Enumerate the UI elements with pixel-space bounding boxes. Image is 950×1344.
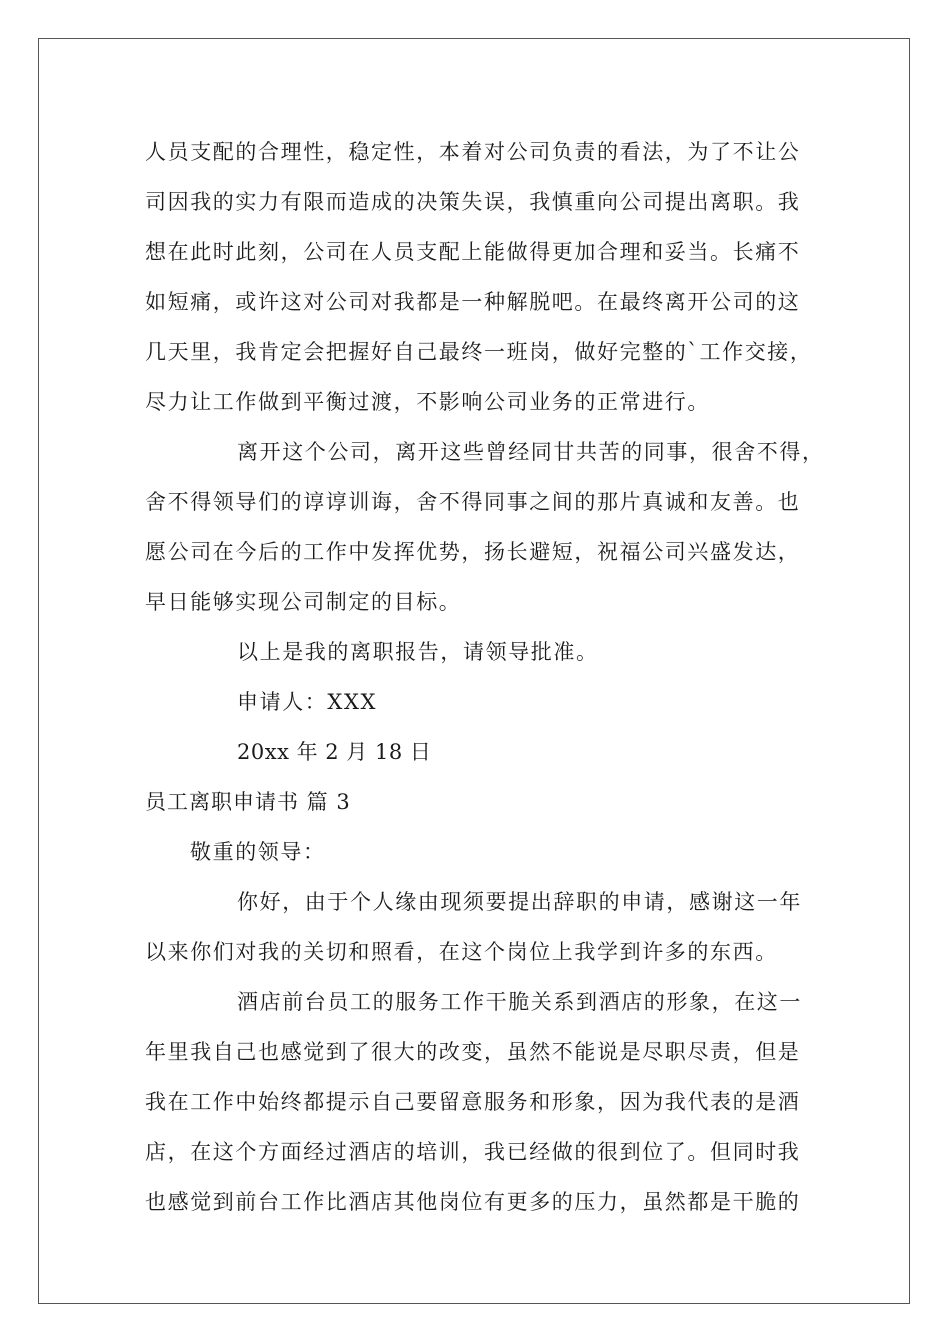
section-title: 员工离职申请书 篇 3 — [145, 790, 351, 814]
paragraph-4-line: 也感觉到前台工作比酒店其他岗位有更多的压力，虽然都是干脆的 — [145, 1190, 801, 1214]
paragraph-4-line: 年里我自己也感觉到了很大的改变，虽然不能说是尽职尽责，但是 — [145, 1040, 801, 1064]
salutation: 敬重的领导： — [190, 840, 326, 864]
paragraph-4-line: 酒店前台员工的服务工作干脆关系到酒店的形象，在这一 — [237, 990, 802, 1014]
paragraph-1-line: 想在此时此刻，公司在人员支配上能做得更加合理和妥当。长痛不 — [145, 240, 801, 264]
paragraph-2-line: 早日能够实现公司制定的目标。 — [145, 590, 462, 614]
paragraph-2-line: 愿公司在今后的工作中发挥优势，扬长避短，祝福公司兴盛发达， — [145, 540, 801, 564]
paragraph-1-line: 如短痛，或许这对公司对我都是一种解脱吧。在最终离开公司的这 — [145, 290, 801, 314]
paragraph-3-line: 你好，由于个人缘由现须要提出辞职的申请，感谢这一年 — [237, 890, 802, 914]
paragraph-4-line: 店，在这个方面经过酒店的培训，我已经做的很到位了。但同时我 — [145, 1140, 801, 1164]
paragraph-1-line: 人员支配的合理性，稳定性，本着对公司负责的看法，为了不让公 — [145, 140, 801, 164]
paragraph-1-line: 尽力让工作做到平衡过渡，不影响公司业务的正常进行。 — [145, 390, 710, 414]
paragraph-2-line: 离开这个公司，离开这些曾经同甘共苦的同事，很舍不得， — [237, 440, 825, 464]
paragraph-1-line: 几天里，我肯定会把握好自己最终一班岗，做好完整的`工作交接， — [145, 340, 813, 364]
closing-line: 以上是我的离职报告，请领导批准。 — [237, 640, 599, 664]
paragraph-3-line: 以来你们对我的关切和照看，在这个岗位上我学到许多的东西。 — [145, 940, 778, 964]
applicant-line: 申请人：XXX — [237, 690, 378, 714]
date-line: 20xx 年 2 月 18 日 — [237, 740, 432, 764]
paragraph-4-line: 我在工作中始终都提示自己要留意服务和形象，因为我代表的是酒 — [145, 1090, 801, 1114]
paragraph-2-line: 舍不得领导们的谆谆训诲，舍不得同事之间的那片真诚和友善。也 — [145, 490, 801, 514]
paragraph-1-line: 司因我的实力有限而造成的决策失误，我慎重向公司提出离职。我 — [145, 190, 801, 214]
